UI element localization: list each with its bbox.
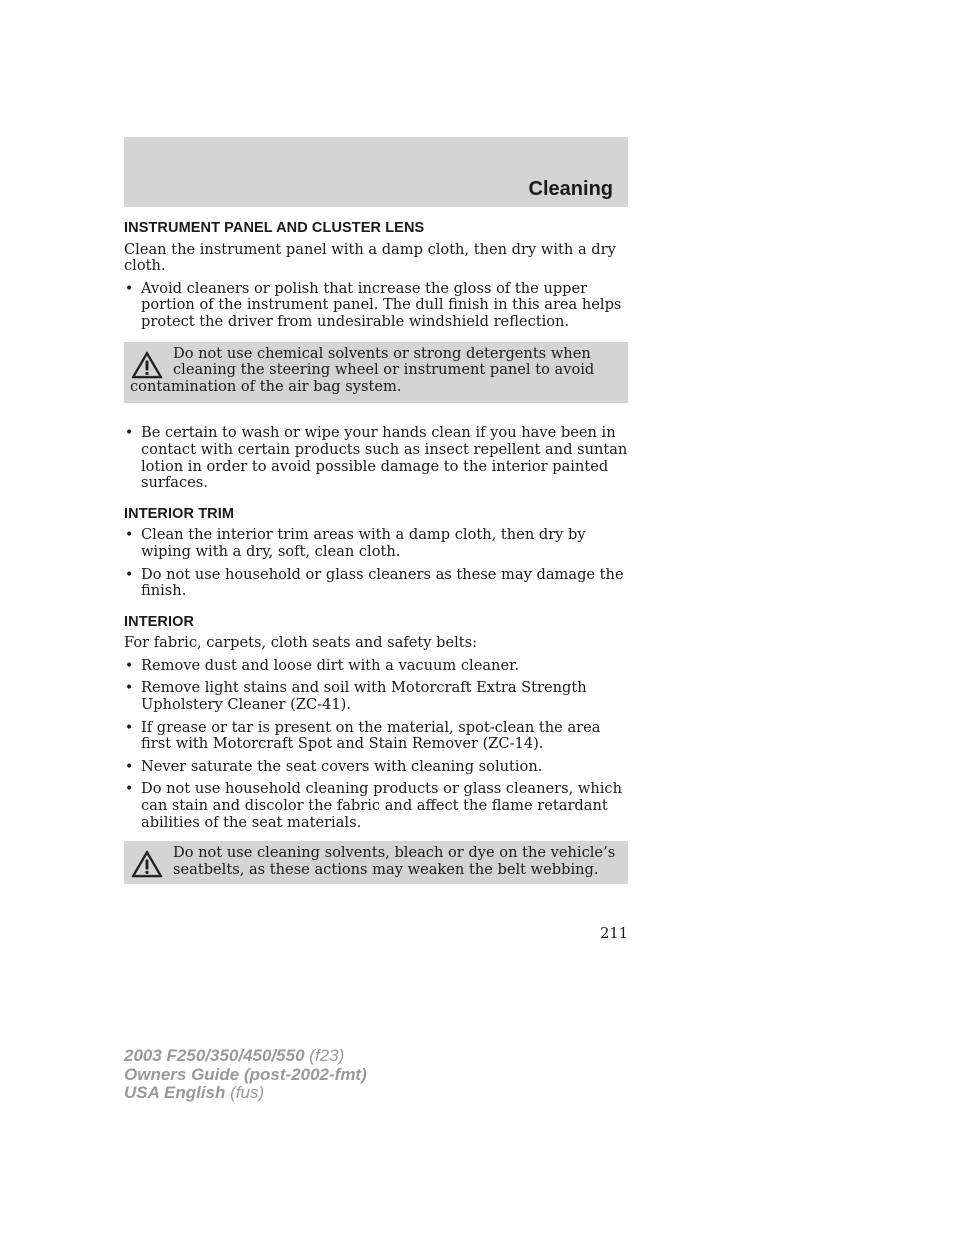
warning-text: Do not use chemical solvents or strong detergents when cleaning the steering wheel or instrument panel to avoid contamination of the air bag system. (130, 344, 595, 395)
warning-box-seatbelts (124, 841, 628, 884)
heading-interior: INTERIOR (124, 613, 195, 630)
interior-trim-list (124, 527, 628, 599)
footer-line-1 (124, 1047, 367, 1066)
footer-line-3 (124, 1084, 367, 1103)
document-footer (124, 1047, 367, 1103)
footer-model: 2003 F250/350/450/550 (124, 1046, 305, 1065)
footer-guide: Owners Guide (post-2002-fmt) (124, 1064, 367, 1084)
interior-list (124, 658, 628, 831)
list-item: • Do not use household cleaning products or glass cleaners, which can stain and discolor the fabric and affect the flame retardant abilities of the seat materials. (124, 781, 628, 831)
instrument-panel-list (124, 281, 628, 331)
heading-interior-trim: INTERIOR TRIM (124, 505, 235, 522)
list-item: • Remove light stains and soil with Motorcraft Extra Strength Upholstery Cleaner (ZC-41). (124, 680, 628, 713)
list-item: • Remove dust and loose dirt with a vacuum cleaner. (124, 658, 628, 675)
warning-box-airbag (124, 342, 628, 404)
footer-model-code: (f23) (304, 1046, 345, 1065)
page-number: 211 (600, 925, 628, 942)
warning-triangle-icon (131, 351, 163, 379)
interior-intro: For fabric, carpets, cloth seats and safety belts: (124, 634, 478, 652)
warning-triangle-icon (131, 850, 163, 878)
instrument-panel-list-2 (124, 425, 628, 491)
footer-line-2 (124, 1066, 367, 1085)
footer-language-code: (fus) (225, 1083, 265, 1102)
section-title: Cleaning (528, 178, 613, 200)
list-item: • Avoid cleaners or polish that increase the gloss of the upper portion of the instrument panel. The dull finish in this area helps protect the driver from undesirable windshield reflection. (124, 281, 628, 331)
heading-instrument-panel: INSTRUMENT PANEL AND CLUSTER LENS (124, 220, 425, 236)
list-item: • If grease or tar is present on the material, spot-clean the area first with Motorcraft Spot and Stain Remover (ZC-14). (124, 720, 628, 753)
footer-language: USA English (124, 1083, 226, 1102)
list-item: • Never saturate the seat covers with cleaning solution. (124, 759, 628, 776)
instrument-panel-intro: Clean the instrument panel with a damp cloth, then dry with a dry cloth. (124, 240, 616, 275)
list-item: • Be certain to wash or wipe your hands clean if you have been in contact with certain products such as insect repellent and suntan lotion in order to avoid possible damage to the interior painted surfaces. (124, 425, 628, 491)
list-item: • Do not use household or glass cleaners as these may damage the finish. (124, 567, 628, 600)
section-header-bar (124, 137, 628, 207)
list-item: • Clean the interior trim areas with a damp cloth, then dry by wiping with a dry, soft, clean cloth. (124, 527, 628, 560)
page-content (124, 220, 628, 906)
warning-text: Do not use cleaning solvents, bleach or dye on the vehicle’s seatbelts, as these actions may weaken the belt webbing. (173, 844, 616, 878)
